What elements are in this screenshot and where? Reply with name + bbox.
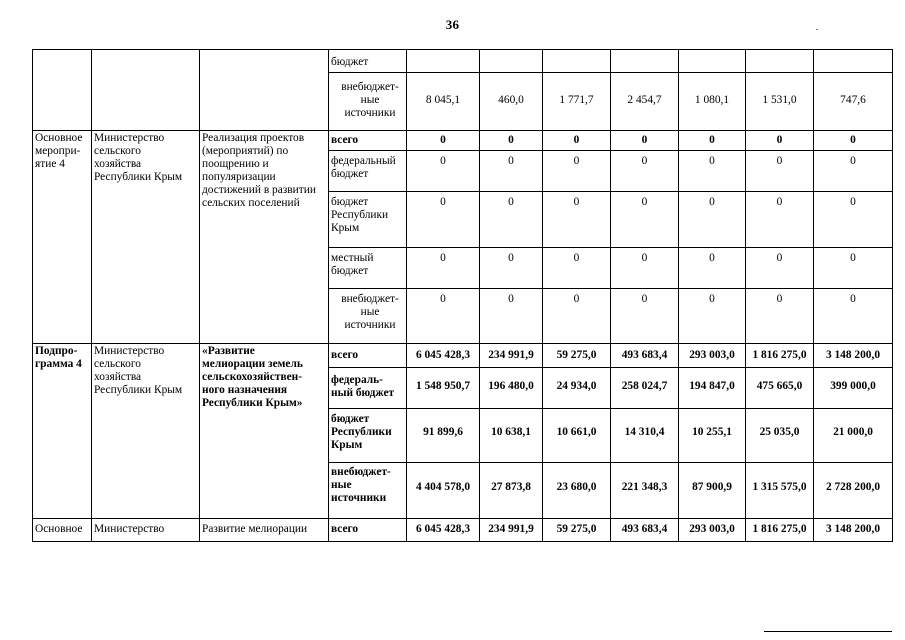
- value-cell: 4 404 578,0: [407, 463, 480, 519]
- value-cell: 91 899,6: [407, 409, 480, 463]
- value-cell: 0: [611, 151, 679, 192]
- value-cell: 0: [407, 289, 480, 344]
- value-cell: [480, 50, 543, 73]
- value-cell: 0: [480, 192, 543, 248]
- value-cell: 1 771,7: [543, 73, 611, 131]
- value-cell: 1 080,1: [679, 73, 746, 131]
- value-cell: [543, 50, 611, 73]
- value-cell: [814, 50, 893, 73]
- title-cell: Реализация проектов (мероприятий) по поощрению и популяризации достижений в развитии сельских поселений: [200, 131, 329, 344]
- source-cell: всего: [329, 519, 407, 542]
- value-cell: 234 991,9: [480, 344, 543, 368]
- value-cell: 0: [407, 248, 480, 289]
- value-cell: 0: [746, 151, 814, 192]
- table-row: [33, 131, 893, 151]
- value-cell: 293 003,0: [679, 519, 746, 542]
- value-cell: 3 148 200,0: [814, 344, 893, 368]
- value-cell: 0: [480, 131, 543, 151]
- funding-table: [32, 49, 893, 542]
- value-cell: [407, 50, 480, 73]
- value-cell: 399 000,0: [814, 368, 893, 409]
- scan-mark: [816, 29, 818, 30]
- value-cell: 21 000,0: [814, 409, 893, 463]
- value-cell: 221 348,3: [611, 463, 679, 519]
- source-cell: всего: [329, 344, 407, 368]
- value-cell: 747,6: [814, 73, 893, 131]
- value-cell: 0: [407, 151, 480, 192]
- event-cell: [33, 50, 92, 131]
- value-cell: 8 045,1: [407, 73, 480, 131]
- value-cell: 460,0: [480, 73, 543, 131]
- value-cell: 493 683,4: [611, 519, 679, 542]
- value-cell: 196 480,0: [480, 368, 543, 409]
- value-cell: 25 035,0: [746, 409, 814, 463]
- value-cell: 0: [746, 131, 814, 151]
- value-cell: 0: [407, 192, 480, 248]
- value-cell: [611, 50, 679, 73]
- value-cell: 0: [679, 151, 746, 192]
- value-cell: 10 255,1: [679, 409, 746, 463]
- value-cell: 0: [611, 192, 679, 248]
- value-cell: 6 045 428,3: [407, 344, 480, 368]
- value-cell: 14 310,4: [611, 409, 679, 463]
- value-cell: 0: [746, 248, 814, 289]
- value-cell: 0: [746, 192, 814, 248]
- value-cell: [679, 50, 746, 73]
- value-cell: 0: [814, 131, 893, 151]
- value-cell: 258 024,7: [611, 368, 679, 409]
- source-cell: бюджет Республики Крым: [329, 409, 407, 463]
- value-cell: 10 638,1: [480, 409, 543, 463]
- value-cell: 1 531,0: [746, 73, 814, 131]
- value-cell: 3 148 200,0: [814, 519, 893, 542]
- page-number: 36: [445, 17, 460, 32]
- event-cell: Подпро- грамма 4: [33, 344, 92, 519]
- value-cell: 10 661,0: [543, 409, 611, 463]
- source-cell: федераль- ный бюджет: [329, 368, 407, 409]
- value-cell: 27 873,8: [480, 463, 543, 519]
- value-cell: 194 847,0: [679, 368, 746, 409]
- source-cell: бюджет: [329, 50, 407, 73]
- event-cell: Основное: [33, 519, 92, 542]
- source-cell: внебюджет- ные источники: [329, 463, 407, 519]
- value-cell: 87 900,9: [679, 463, 746, 519]
- source-cell: внебюджет- ные источники: [329, 289, 407, 344]
- value-cell: 0: [679, 192, 746, 248]
- executor-cell: Министерство сельского хозяйства Республики Крым: [92, 131, 200, 344]
- value-cell: 59 275,0: [543, 344, 611, 368]
- value-cell: 0: [407, 131, 480, 151]
- value-cell: 0: [480, 151, 543, 192]
- source-cell: федеральный бюджет: [329, 151, 407, 192]
- executor-cell: [92, 50, 200, 131]
- value-cell: 0: [480, 289, 543, 344]
- value-cell: 2 728 200,0: [814, 463, 893, 519]
- value-cell: 0: [814, 289, 893, 344]
- value-cell: 1 816 275,0: [746, 519, 814, 542]
- value-cell: 0: [611, 131, 679, 151]
- value-cell: 0: [543, 248, 611, 289]
- value-cell: 24 934,0: [543, 368, 611, 409]
- title-cell: [200, 50, 329, 131]
- value-cell: 293 003,0: [679, 344, 746, 368]
- source-cell: местный бюджет: [329, 248, 407, 289]
- value-cell: 0: [543, 151, 611, 192]
- value-cell: 0: [679, 131, 746, 151]
- table-row: [33, 50, 893, 73]
- value-cell: 0: [814, 151, 893, 192]
- table-row: [33, 519, 893, 542]
- value-cell: [746, 50, 814, 73]
- value-cell: 234 991,9: [480, 519, 543, 542]
- value-cell: 0: [611, 289, 679, 344]
- value-cell: 0: [543, 131, 611, 151]
- value-cell: 0: [543, 192, 611, 248]
- value-cell: 493 683,4: [611, 344, 679, 368]
- value-cell: 0: [480, 248, 543, 289]
- source-cell: бюджет Республики Крым: [329, 192, 407, 248]
- value-cell: 0: [679, 289, 746, 344]
- value-cell: 0: [814, 248, 893, 289]
- table-row: [33, 344, 893, 368]
- footer-rule: [764, 631, 892, 632]
- value-cell: 0: [679, 248, 746, 289]
- value-cell: 1 548 950,7: [407, 368, 480, 409]
- source-cell: внебюджет- ные источники: [329, 73, 407, 131]
- executor-cell: Министерство: [92, 519, 200, 542]
- value-cell: 1 315 575,0: [746, 463, 814, 519]
- value-cell: 0: [611, 248, 679, 289]
- source-cell: всего: [329, 131, 407, 151]
- value-cell: 6 045 428,3: [407, 519, 480, 542]
- value-cell: 2 454,7: [611, 73, 679, 131]
- title-cell: Развитие мелиорации: [200, 519, 329, 542]
- value-cell: 0: [543, 289, 611, 344]
- executor-cell: Министерство сельского хозяйства Республики Крым: [92, 344, 200, 519]
- title-cell: «Развитие мелиорации земель сельскохозяйствен- ного назначения Республики Крым»: [200, 344, 329, 519]
- value-cell: 1 816 275,0: [746, 344, 814, 368]
- value-cell: 0: [746, 289, 814, 344]
- value-cell: 23 680,0: [543, 463, 611, 519]
- value-cell: 0: [814, 192, 893, 248]
- value-cell: 475 665,0: [746, 368, 814, 409]
- event-cell: Основное меропри- ятие 4: [33, 131, 92, 344]
- value-cell: 59 275,0: [543, 519, 611, 542]
